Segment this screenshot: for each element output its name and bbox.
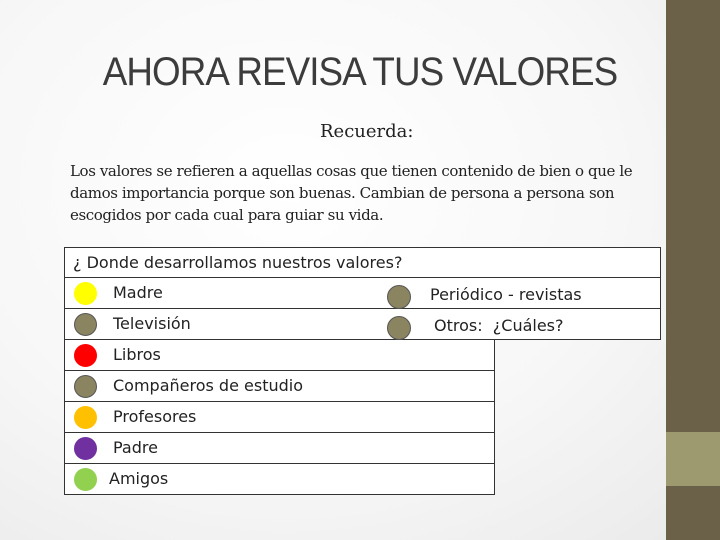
intro-paragraph: Los valores se refieren a aquellas cosas que tienen contenido de bien o que le damos importancia porque son buenas. Cambian de persona a persona son escogidos por cada cual para guiar su vida. xyxy=(70,162,633,224)
table-row xyxy=(64,464,495,495)
item-label: Profesores xyxy=(113,407,197,426)
item-label: Padre xyxy=(113,438,158,457)
slide-subtitle: Recuerda: xyxy=(320,121,414,142)
color-circle-icon xyxy=(387,316,411,340)
table-row xyxy=(64,433,495,464)
color-circle-icon xyxy=(74,468,97,491)
item-label: Periódico - revistas xyxy=(430,285,582,304)
item-label: Otros: ¿Cuáles? xyxy=(434,316,564,335)
table-row xyxy=(64,309,661,340)
table-row xyxy=(64,340,495,371)
slide-title: AHORA REVISA TUS VALORES xyxy=(102,50,618,94)
item-label: Compañeros de estudio xyxy=(113,376,303,395)
item-label: Madre xyxy=(113,283,163,302)
item-label: Libros xyxy=(113,345,161,364)
color-circle-icon xyxy=(387,285,411,309)
color-circle-icon xyxy=(74,344,97,367)
right-decor-accent xyxy=(666,432,720,486)
color-circle-icon xyxy=(74,375,97,398)
table-header: ¿ Donde desarrollamos nuestros valores? xyxy=(73,253,403,272)
color-circle-icon xyxy=(74,437,97,460)
color-circle-icon xyxy=(74,313,97,336)
item-label: Amigos xyxy=(109,469,169,488)
table-header-row xyxy=(64,247,661,278)
table-row xyxy=(64,402,495,433)
color-circle-icon xyxy=(74,282,97,305)
color-circle-icon xyxy=(74,406,97,429)
item-label: Televisión xyxy=(113,314,191,333)
table-row xyxy=(64,371,495,402)
